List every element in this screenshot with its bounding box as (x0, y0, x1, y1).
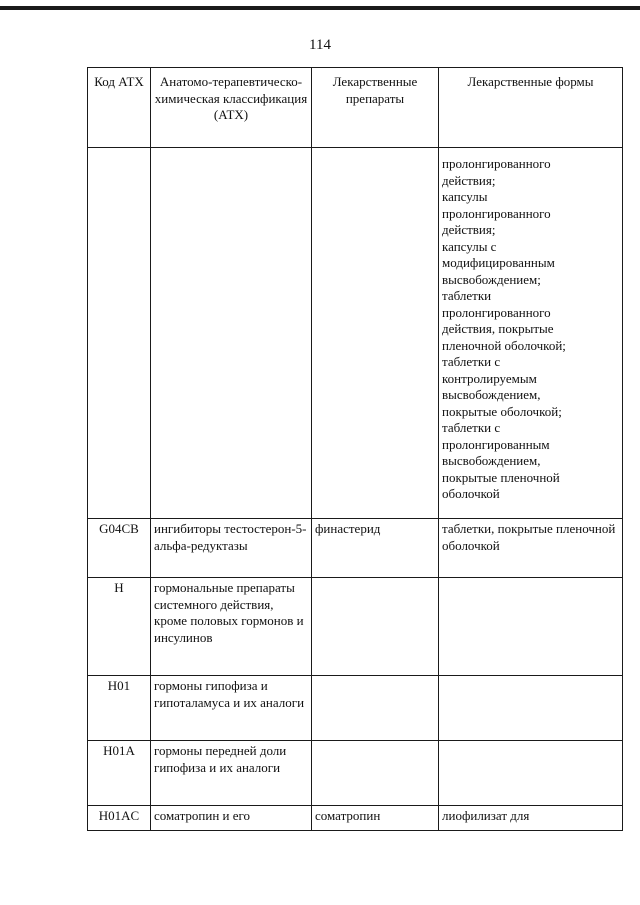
forms-line: пролонгированным (442, 436, 550, 452)
forms-line: таблетки (442, 288, 492, 303)
cell-drugs (312, 148, 439, 519)
cell-code: G04CB (88, 519, 151, 578)
forms-line: модифицированным (442, 255, 555, 270)
forms-line: действия; (442, 222, 496, 237)
forms-line: пролонгированного (442, 205, 551, 221)
header-classification: Анатомо-терапевтическо-химическая классификация (АТХ) (151, 68, 312, 148)
cell-forms (439, 741, 623, 806)
forms-line: капсулы (442, 189, 488, 204)
forms-line: оболочкой (442, 486, 500, 501)
cell-classification: гормоны гипофиза и гипоталамуса и их аналоги (151, 676, 312, 741)
forms-line: высвобождением, (442, 453, 541, 468)
cell-classification: гормональные препараты системного действия, кроме половых гормонов и инсулинов (151, 578, 312, 676)
forms-line: покрытые оболочкой; (442, 403, 562, 419)
cell-forms: лиофилизат для (439, 806, 623, 831)
cell-drugs (312, 676, 439, 741)
cell-code (88, 148, 151, 519)
header-drugs: Лекарственные препараты (312, 68, 439, 148)
table-row (88, 676, 623, 741)
cell-code: H01 (88, 676, 151, 741)
forms-line: высвобождением, (442, 387, 541, 402)
forms-line: пленочной оболочкой; (442, 337, 566, 353)
forms-line: пролонгированного (442, 304, 551, 320)
atc-table (87, 67, 623, 831)
table-row-continuation (88, 148, 623, 519)
forms-line: высвобождением; (442, 271, 541, 287)
forms-line: пролонгированного (442, 156, 551, 171)
cell-code: H01AC (88, 806, 151, 831)
cell-code: H (88, 578, 151, 676)
cell-drugs: финастерид (312, 519, 439, 578)
cell-forms (439, 676, 623, 741)
cell-code: H01A (88, 741, 151, 806)
forms-line: капсулы с (442, 238, 497, 254)
cell-classification (151, 148, 312, 519)
page-number: 114 (309, 37, 331, 53)
forms-line: действия; (442, 172, 496, 188)
forms-line: покрытые пленочной (442, 469, 560, 485)
cell-drugs (312, 578, 439, 676)
cell-drugs (312, 741, 439, 806)
cell-classification: соматропин и его (151, 806, 312, 831)
table-row (88, 519, 623, 578)
cell-forms (439, 148, 623, 519)
cell-forms (439, 578, 623, 676)
forms-line: действия, покрытые (442, 321, 554, 336)
table-row (88, 578, 623, 676)
table-header-row (88, 68, 623, 148)
table-row (88, 741, 623, 806)
forms-line: таблетки с (442, 420, 501, 435)
cell-drugs: соматропин (312, 806, 439, 831)
forms-line: таблетки с (442, 354, 501, 369)
top-rule (0, 6, 640, 10)
cell-forms: таблетки, покрытые пленочной оболочкой (439, 519, 623, 578)
cell-classification: гормоны передней доли гипофиза и их аналоги (151, 741, 312, 806)
table-row (88, 806, 623, 831)
header-forms: Лекарственные формы (439, 68, 623, 148)
header-code: Код АТХ (88, 68, 151, 148)
forms-line: контролируемым (442, 370, 537, 386)
cell-classification: ингибиторы тестостерон-5-альфа-редуктазы (151, 519, 312, 578)
